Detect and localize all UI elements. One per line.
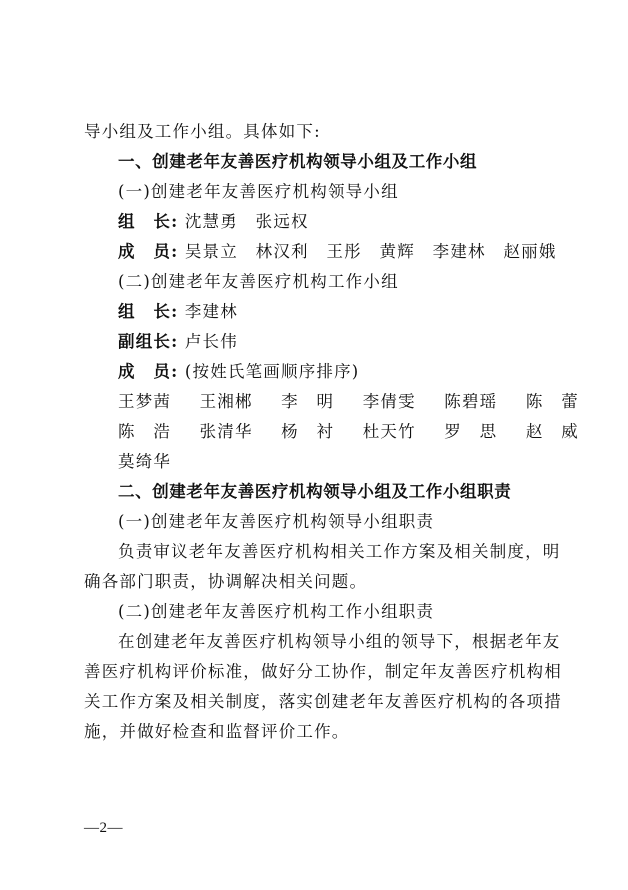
- working-group-deputy-row: [118, 332, 238, 352]
- leading-group-members-row: [118, 242, 557, 262]
- wg-members-note: (按姓氏笔画顺序排序): [184, 362, 360, 381]
- member-name: 罗 思: [444, 422, 498, 441]
- member-name: 杨 衬: [281, 422, 335, 441]
- wg-members-row-3: 莫绮华: [118, 452, 172, 471]
- intro-line: 导小组及工作小组。具体如下:: [84, 122, 321, 141]
- member-name: 李倩雯: [362, 392, 416, 411]
- subsection-heading-working-duties: (二)创建老年友善医疗机构工作小组职责: [118, 602, 435, 621]
- members-names: 吴景立 林汉利 王彤 黄辉 李建林 赵丽娥: [184, 242, 557, 261]
- member-name: 陈碧瑶: [444, 392, 498, 411]
- member-name: 王湘郴: [199, 392, 253, 411]
- wg-members-row-1: [118, 392, 579, 412]
- leading-group-leader-row: [118, 212, 309, 232]
- leader-names: 沈慧勇 张远权: [184, 212, 309, 231]
- section-heading-1: 一、创建老年友善医疗机构领导小组及工作小组: [118, 152, 478, 171]
- paragraph-line: 负责审议老年友善医疗机构相关工作方案及相关制度，明: [118, 542, 561, 561]
- wg-leader-name: 李建林: [184, 302, 238, 321]
- member-name: 陈 蕾: [525, 392, 579, 411]
- member-name: 王梦茜: [118, 392, 172, 411]
- wg-members-label: 成 员:: [118, 362, 179, 381]
- paragraph-line: 施，并做好检查和监督评价工作。: [84, 722, 350, 741]
- subsection-heading-leading-duties: (一)创建老年友善医疗机构领导小组职责: [118, 512, 435, 531]
- paragraph-line: 确各部门职责，协调解决相关问题。: [84, 572, 368, 591]
- member-name: 杜天竹: [362, 422, 416, 441]
- paragraph-line: 关工作方案及相关制度，落实创建老年友善医疗机构的各项措: [84, 692, 562, 711]
- member-name: 陈 浩: [118, 422, 172, 441]
- member-name: 赵 威: [525, 422, 579, 441]
- wg-deputy-label: 副组长:: [118, 332, 179, 351]
- member-name: 张清华: [199, 422, 253, 441]
- wg-members-row-2: [118, 422, 579, 442]
- paragraph-line: 在创建老年友善医疗机构领导小组的领导下，根据老年友: [118, 632, 561, 651]
- member-name: 李 明: [281, 392, 335, 411]
- paragraph-line: 善医疗机构评价标准，做好分工协作，制定年友善医疗机构相: [84, 662, 562, 681]
- section-heading-2: 二、创建老年友善医疗机构领导小组及工作小组职责: [118, 482, 512, 501]
- wg-deputy-name: 卢长伟: [184, 332, 238, 351]
- members-label: 成 员:: [118, 242, 179, 261]
- subsection-heading-working-group: (二)创建老年友善医疗机构工作小组: [118, 272, 399, 291]
- subsection-heading-leading-group: (一)创建老年友善医疗机构领导小组: [118, 182, 399, 201]
- working-group-leader-row: [118, 302, 238, 322]
- working-group-members-row: [118, 362, 359, 382]
- wg-leader-label: 组 长:: [118, 302, 179, 321]
- leader-label: 组 长:: [118, 212, 179, 231]
- page-number: —2—: [84, 820, 123, 836]
